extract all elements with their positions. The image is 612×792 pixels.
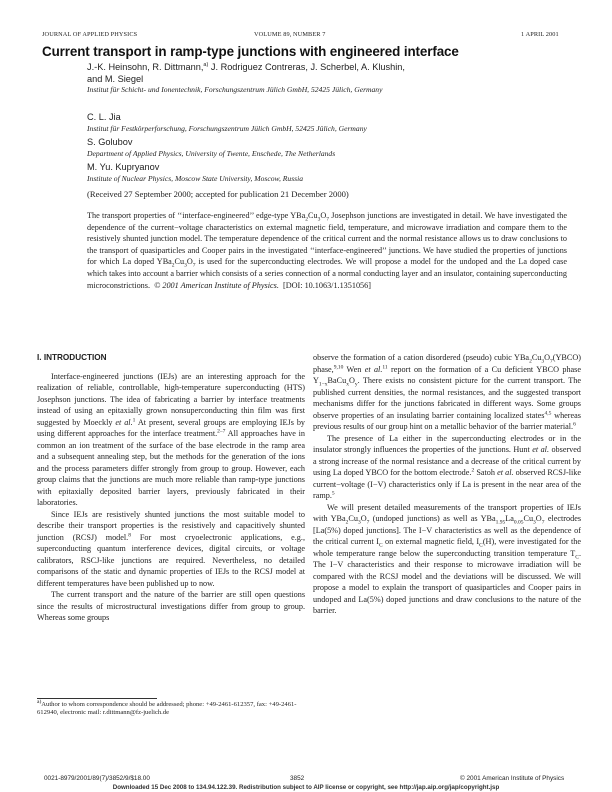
page-number: 3852 (290, 775, 305, 782)
copyright-notice: © 2001 American Institute of Physics. (154, 280, 279, 290)
subscript: C (378, 542, 383, 549)
paragraph (37, 509, 305, 590)
citation[interactable]: 6 (573, 421, 576, 428)
author-names: S. Golubov (87, 137, 133, 147)
text-run: At present, several groups are employing IEJs by using different approaches for the interface treatment. (37, 417, 306, 438)
text-run: on external magnetic field, I (382, 537, 480, 546)
author-group-4 (87, 162, 567, 184)
text-run: The presence of La either in the superconducting electrodes or in the insulator strongly influences the properties of the junctions. Hunt (313, 433, 581, 454)
author-names: M. Yu. Kupryanov (87, 162, 160, 172)
text-run: Cu (174, 257, 185, 267)
subscript: 7 (366, 519, 370, 526)
text-run: O (348, 376, 355, 385)
doi[interactable]: [DOI: 10.1063/1.1351056] (282, 280, 371, 290)
article-code: 0021-8979/2001/89(7)/3852/9/$18.00 (44, 775, 150, 782)
subscript: C (479, 542, 483, 549)
text-run: . There exists no consistent picture for the current transport. The published current densities, the normal resistances, and the suggested transport mechanisms differ for the junctions fabricated in different ways. Some groups observe properties of an insulating barrier containing localized states (313, 376, 581, 420)
citation[interactable]: 11 (382, 363, 388, 370)
footnote-marker: a) (203, 61, 209, 68)
paragraph (313, 502, 581, 617)
right-column (313, 352, 581, 617)
author-names-part: J. Rodriguez Contreras, J. Scherbel, A. Klushin, (208, 62, 405, 72)
subscript: 2 (345, 519, 349, 526)
citation[interactable]: 4,5 (544, 409, 552, 416)
author-group-2 (87, 112, 567, 134)
subscript: C (575, 554, 579, 561)
text-run: BaCu (327, 376, 347, 385)
subscript: 3 (317, 216, 321, 223)
subscript: 1−x (318, 381, 328, 388)
text-run: Since IEJs are resistively shunted junctions the most suitable model to describe their transport properties is the resistively and capacitively shunted junction (RCSJ) model. (37, 509, 305, 542)
text-run: observed a strong increase of the normal resistance and a decrease of the critical current by using La doped YBCO for the bottom electrode. (313, 445, 582, 477)
text-run: observe the formation of a cation disordered (pseudo) cubic YBa (313, 353, 530, 362)
text-run: La (505, 514, 514, 523)
text-run: Cu (308, 211, 318, 220)
text-run: electrodes [La(5%) doped junctions]. The I−V characteristics as well as the dependence of the critical current I (313, 514, 582, 546)
text-run: is used for the superconducting electrodes. We will propose a model for the undoped and the La doped case which takes into account a barrier which consists of a series connection of a normal conducting layer and an insulator, containing superconducting microconstrictions. (87, 257, 567, 290)
text-run: et al. (532, 445, 549, 454)
download-notice: Downloaded 15 Dec 2008 to 134.94.122.39. Redistribution subject to AIP license or copyright, see http://jap.aip.org/jap/copyright.jsp (112, 784, 500, 791)
issue-date: 1 APRIL 2001 (521, 31, 559, 38)
section-heading: I. INTRODUCTION (37, 353, 107, 362)
abstract-text (87, 210, 567, 291)
journal-name: JOURNAL OF APPLIED PHYSICS (42, 31, 138, 38)
text-run: Interface-engineered junctions (IEJs) are an interesting approach for the realization of reliable, controllable, high-temperature superconducting (HTS) Josephson junctions. The idea of fabricating a barrier by interface treatments instead of using an epitaxially grown nonsuperconducting thin film was first suggested by Moeckly (37, 371, 305, 427)
text-run: Cu (523, 514, 534, 523)
text-run: O (320, 211, 327, 220)
text-run: Josephson junctions are investigated in detail. We have investigated the dependence of the current−voltage characteristics on external magnetic field, temperature, and microwave irradiation and compare them to the resistively shunted junction model. The temperature dependence of the critical current and the normal resistance allows us to draw conclusions to the transport of quasiparticles and Cooper pairs in the investigated ‘‘interface-engineered’’ junctions. We have studied the properties of junctions for which La doped YBa (87, 211, 567, 267)
paragraph: The current transport and the nature of the barrier are still open questions since the results of microstructural investigations differ from group to group. Whereas some groups (37, 590, 305, 622)
text-run: et al. (497, 468, 514, 477)
subscript: 3 (541, 358, 545, 365)
author-names (87, 62, 567, 85)
subscript: y (354, 381, 358, 388)
text-run: All approaches have in common an ion treatment of the surface of the base electrode in the ramp area and a subsequent annealing step, but the methods for the generation of the ions and the process parameters differ strongly from group to group. However, each group claims that the junctions are much more reliable than ramp-type junctions with epitaxially deposited barrier layers, previously fabricated in their laboratories. (37, 429, 305, 507)
footnote (37, 698, 307, 718)
citation[interactable]: 8 (128, 531, 131, 538)
subscript: 3 (184, 263, 187, 270)
footnote-divider (37, 698, 157, 699)
subscript: 7 (192, 263, 196, 270)
paragraph (37, 371, 305, 509)
footnote-text: Author to whom correspondence should be addressed; phone: +49-2461-612357, fax: +49-2461-612940, electronic mail: r.dittmann@fz-juelich.de (37, 701, 297, 717)
text-run: et al. (115, 417, 133, 427)
footnote-marker: a) (37, 698, 42, 705)
subscript: 2 (305, 216, 309, 223)
subscript: 1.95 (495, 519, 506, 526)
text-run: Cu (348, 514, 358, 523)
subscript: 7 (550, 358, 553, 365)
text-run: report on the formation of a Cu deficient YBCO phase Y (313, 364, 582, 385)
author-names-part: and M. Siegel (87, 73, 144, 84)
text-run: O (544, 353, 551, 362)
text-run: et al. (364, 364, 383, 374)
text-run: O (535, 514, 542, 523)
received-dates: (Received 27 September 2000; accepted for publication 21 December 2000) (87, 189, 349, 199)
text-run: . The I−V characteristics and their response to microwave irradiation will be compared with the RCSJ model and the deviations will be discussed. We will propose a model to explain the transport of quasiparticles and Cooper pairs in undoped and La(5%) doped junctions and draw conclusions to the nature of the barrier. (313, 548, 581, 615)
text-run: O (360, 514, 367, 523)
volume-number: VOLUME 89, NUMBER 7 (254, 31, 326, 38)
subscript: 2 (171, 263, 175, 270)
affiliation: Institut für Schicht- und Ionentechnik, Forschungszentrum Jülich GmbH, 52425 Jülich, Germany (87, 85, 383, 94)
text-run: Cu (531, 353, 542, 362)
subscript: 3 (533, 519, 536, 526)
text-run: The transport properties of ‘‘interface-engineered’’ edge-type YBa (87, 211, 306, 220)
subscript: 0.05 (513, 519, 524, 526)
text-run: O (186, 257, 193, 267)
citation[interactable]: 1 (132, 416, 136, 423)
left-column (37, 352, 305, 624)
citation[interactable]: 5 (331, 490, 335, 497)
paragraph (313, 433, 581, 502)
text-run: (H), were investigated for the whole temperature range below the superconducting transition temperature T (313, 537, 582, 558)
author-names: C. L. Jia (87, 112, 121, 122)
author-names-part: J.-K. Heinsohn, R. Dittmann, (87, 62, 204, 72)
text-run: Wen (343, 364, 365, 374)
author-group-1 (87, 62, 567, 95)
footer-copyright: © 2001 American Institute of Physics (460, 775, 565, 782)
citation[interactable]: 9,10 (333, 363, 344, 370)
subscript: 3 (357, 519, 361, 526)
citation[interactable]: 2 (471, 467, 475, 474)
text-run: (YBCO) phase, (313, 353, 581, 374)
text-run: (undoped junctions) as well as YBa (369, 514, 496, 523)
text-run: observed RCSJ-like current−voltage (I−V) characteristics only if La is present in the near area of the ramp. (313, 468, 582, 500)
subscript: 7 (541, 519, 545, 526)
text-run: For most cryoelectronic applications, e.g., superconducting quantum interference devices, digital circuits, or voltage calibrators, RSCJ-like junctions are required. Nevertheless, no detailed comparisons of the static and dynamic properties of IEJs to the RCSJ model at different temperatures have been published up to now. (37, 532, 305, 588)
text-run: We will present detailed measurements of the transport properties of IEJs with YBa (313, 502, 581, 523)
paragraph (313, 352, 581, 433)
affiliation: Department of Applied Physics, University of Twente, Enschede, The Netherlands (87, 148, 336, 158)
subscript: x (346, 381, 349, 388)
text-run: Satoh (474, 468, 498, 477)
author-group-3 (87, 137, 567, 159)
subscript: 2 (529, 358, 532, 365)
paper-title: Current transport in ramp-type junctions with engineered interface (42, 44, 459, 59)
abstract (87, 210, 567, 291)
citation[interactable]: 2–7 (217, 428, 226, 435)
text-run: whereas previous results of our group hint on a metallic behavior of the barrier material. (313, 410, 581, 431)
subscript: 7 (326, 216, 329, 223)
affiliation: Institute of Nuclear Physics, Moscow State University, Moscow, Russia (87, 173, 304, 183)
affiliation: Institut für Festkörperforschung, Forschungszentrum Jülich GmbH, 52425 Jülich, Germany (87, 123, 367, 133)
